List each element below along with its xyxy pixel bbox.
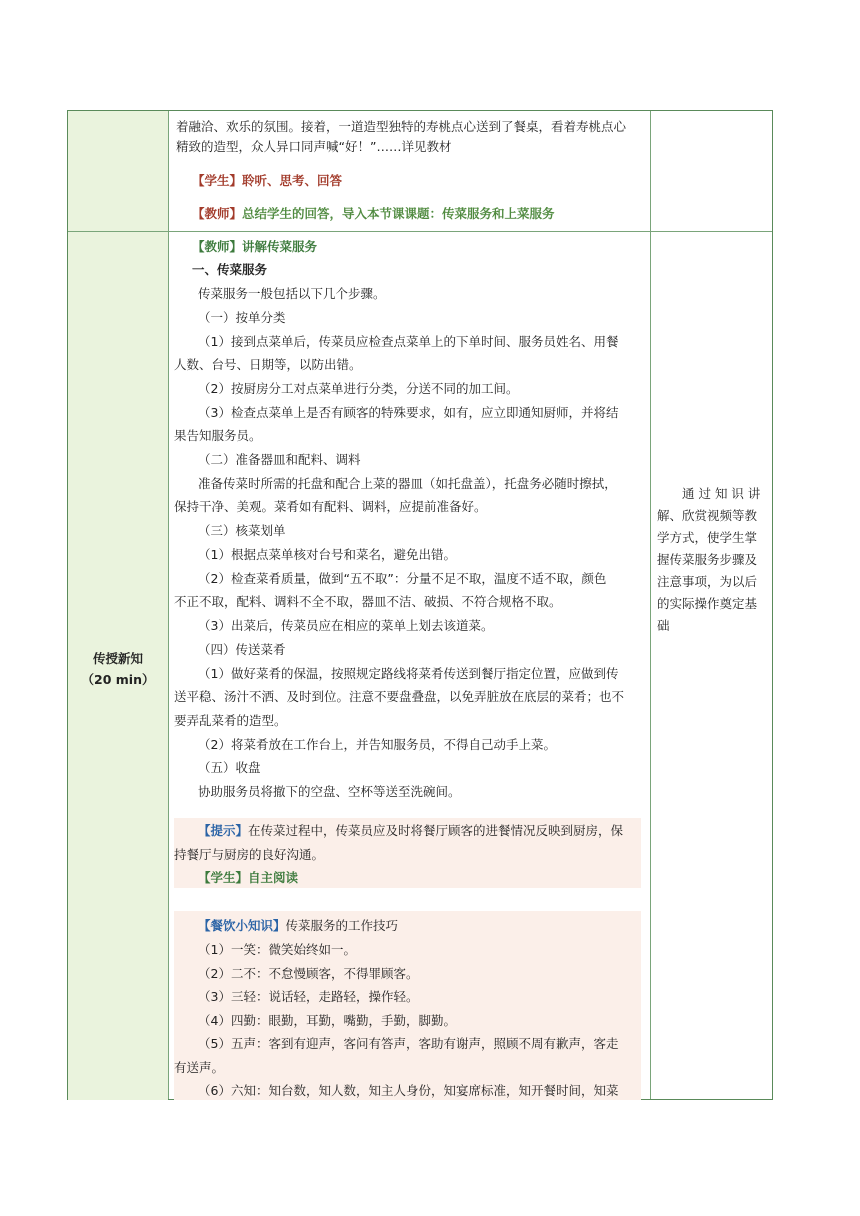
intro-line-1: 着融洽、欢乐的氛围。接着，一道造型独特的寿桃点心送到了餐桌，看着寿桃点心	[176, 119, 627, 134]
content-line: （2）按厨房分工对点菜单进行分类，分送不同的加工间。	[198, 381, 519, 396]
knowledge-line: （2）二不：不怠慢顾客，不得罪顾客。	[198, 966, 419, 981]
content-line: （二）准备器皿和配料、调料	[198, 452, 361, 467]
knowledge-title-line	[198, 917, 398, 935]
row-divider	[68, 231, 772, 232]
student-reading: 【学生】自主阅读	[198, 870, 299, 885]
intro-teacher-text: 总结学生的回答，导入本节课课题：传菜服务和上菜服务	[242, 206, 555, 221]
teacher-heading: 【教师】讲解传菜服务	[192, 239, 318, 254]
intro-line-2: 精致的造型，众人异口同声喊“好！”……详见教材	[176, 139, 452, 154]
tip-line-2: 持餐厅与厨房的良好沟通。	[174, 847, 325, 862]
lesson-table	[67, 110, 773, 1100]
content-line: 不正不取，配料、调料不全不取，器皿不洁、破损、不符合规格不取。	[174, 594, 562, 609]
knowledge-line: （4）四勤：眼勤，耳勤，嘴勤，手勤，脚勤。	[198, 1013, 456, 1028]
right-note-line: 的实际操作奠定基	[657, 596, 758, 611]
content-line: 人数、台号、日期等，以防出错。	[174, 357, 362, 372]
knowledge-title: 传菜服务的工作技巧	[285, 918, 399, 933]
knowledge-line: （5）五声：客到有迎声，客问有答声，客助有谢声，照顾不周有歉声，客走	[198, 1036, 619, 1051]
tip-line-1	[198, 822, 623, 840]
knowledge-tag: 【餐饮小知识】	[198, 918, 286, 933]
section-label-duration: （20 min）	[81, 672, 155, 687]
content-line: 要弄乱菜肴的造型。	[174, 713, 287, 728]
content-line: （1）根据点菜单核对台号和菜名，避免出错。	[198, 547, 456, 562]
tip-text: 在传菜过程中，传菜员应及时将餐厅顾客的进餐情况反映到厨房，保	[248, 823, 624, 838]
heading-1: 一、传菜服务	[192, 262, 268, 277]
right-note-line: 握传菜服务步骤及	[657, 552, 758, 567]
content-line: （2）检查菜肴质量，做到“五不取”：分量不足不取，温度不适不取，颜色	[198, 571, 607, 586]
content-line: 协助服务员将撤下的空盘、空杯等送至洗碗间。	[198, 784, 461, 799]
content-line: （三）核菜划单	[198, 523, 286, 538]
right-note-line: 通 过 知 识 讲	[682, 486, 761, 501]
right-note-line: 解、欣赏视频等教	[657, 508, 758, 523]
content-line: 果告知服务员。	[174, 428, 262, 443]
column-divider-right	[650, 111, 651, 1099]
content-line: （四）传送菜肴	[198, 642, 286, 657]
knowledge-line: 有送声。	[174, 1060, 225, 1075]
content-line: （1）接到点菜单后，传菜员应检查点菜单上的下单时间、服务员姓名、用餐	[198, 334, 619, 349]
section-label-title: 传授新知	[92, 651, 143, 666]
content-line: （一）按单分类	[198, 310, 286, 325]
right-note	[657, 483, 769, 637]
intro-teacher	[192, 205, 555, 223]
right-note-line: 础	[657, 618, 670, 633]
content-line: （2）将菜肴放在工作台上，并告知服务员，不得自己动手上菜。	[198, 737, 556, 752]
tip-tag: 【提示】	[198, 823, 249, 838]
intro-student: 【学生】聆听、思考、回答	[192, 173, 343, 188]
content-line: （五）收盘	[198, 760, 261, 775]
content-line: 保持干净、美观。菜肴如有配料、调料，应提前准备好。	[174, 499, 487, 514]
knowledge-line: （6）六知：知台数，知人数，知主人身份，知宴席标准，知开餐时间，知菜	[198, 1083, 619, 1098]
content-line: 送平稳、汤汁不洒、及时到位。注意不要盘叠盘，以免弄脏放在底层的菜肴；也不	[174, 689, 625, 704]
content-line: （1）做好菜肴的保温，按照规定路线将菜肴传送到餐厅指定位置，应做到传	[198, 666, 619, 681]
knowledge-line: （3）三轻：说话轻，走路轻，操作轻。	[198, 989, 419, 1004]
knowledge-line: （1）一笑：微笑始终如一。	[198, 942, 356, 957]
section-label	[68, 648, 168, 690]
column-divider-left	[168, 111, 169, 1099]
right-note-line: 学方式，使学生掌	[657, 530, 758, 545]
right-note-line: 注意事项，为以后	[657, 574, 758, 589]
content-line: （3）检查点菜单上是否有顾客的特殊要求，如有，应立即通知厨师，并将结	[198, 405, 619, 420]
content-line: 准备传菜时所需的托盘和配合上菜的器皿（如托盘盖），托盘务必随时擦拭，	[198, 476, 617, 491]
intro-teacher-tag: 【教师】	[192, 206, 243, 221]
left-cell-top	[68, 111, 168, 231]
content-line: （3）出菜后，传菜员应在相应的菜单上划去该道菜。	[198, 618, 494, 633]
content-line: 传菜服务一般包括以下几个步骤。	[198, 286, 386, 301]
